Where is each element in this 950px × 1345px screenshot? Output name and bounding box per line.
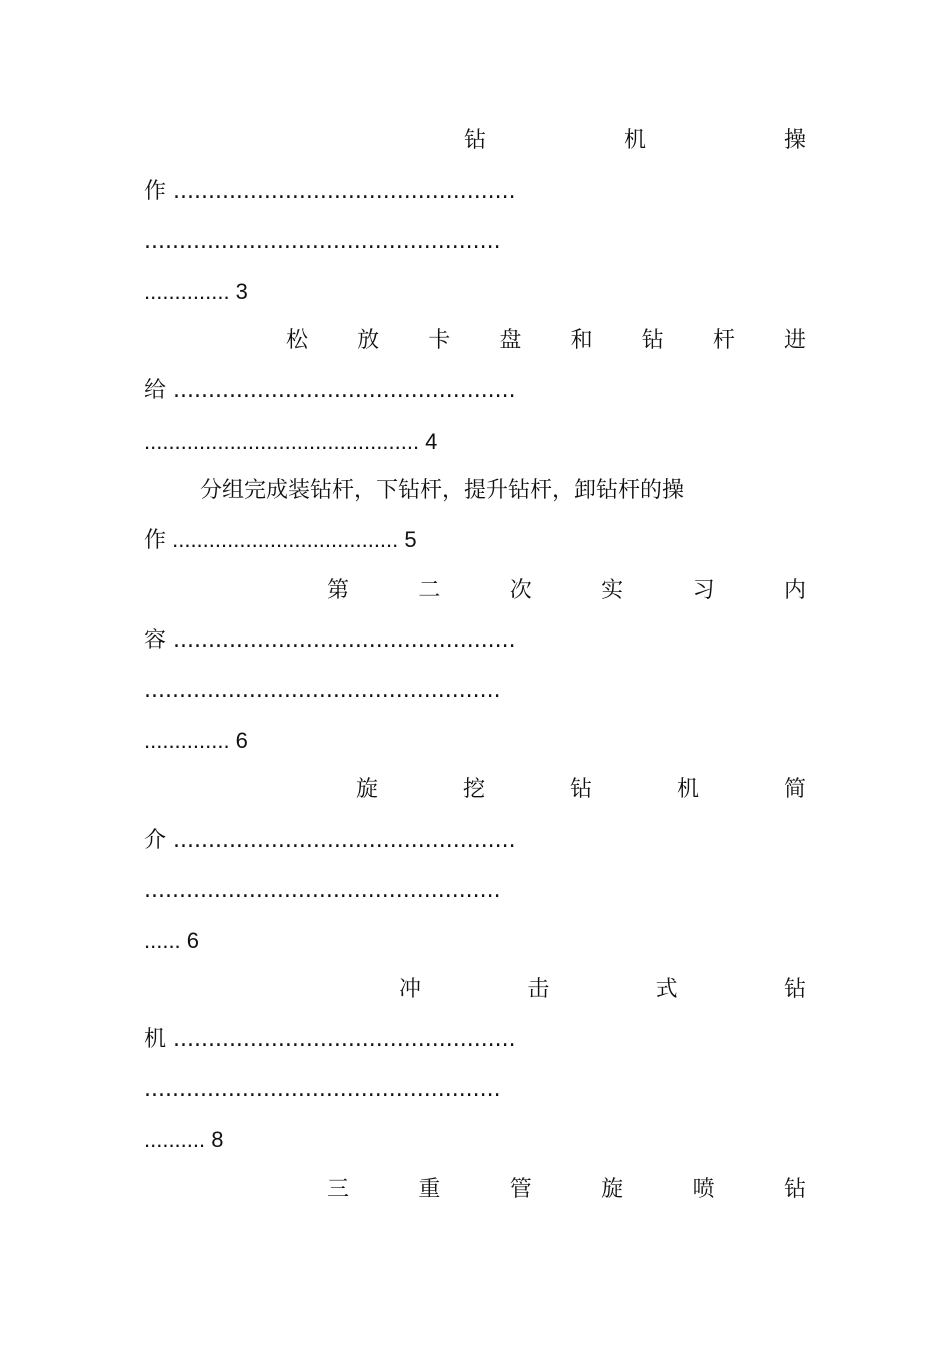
toc-entry-4-leader: [144, 626, 806, 656]
toc-char: 进: [783, 328, 806, 353]
toc-leader-text: 机 .................................................: [144, 1027, 516, 1052]
toc-char: 第: [327, 578, 350, 603]
toc-page-number: ............................................. 4: [144, 429, 438, 454]
toc-char: 和: [570, 328, 593, 353]
toc-char: 喷: [692, 1177, 715, 1202]
toc-heading-text: 分组完成装钻杆，下钻杆，提升钻杆，卸钻杆的操: [200, 478, 685, 503]
toc-page-number: .......... 8: [144, 1127, 224, 1152]
toc-page-number: ...... 6: [144, 928, 200, 953]
toc-char: 管: [509, 1177, 532, 1202]
toc-entry-3-heading: [200, 476, 760, 506]
toc-page-number: 作 ..................................... 5: [144, 527, 417, 552]
toc-char: 松: [286, 328, 309, 353]
toc-entry-6-page: [144, 1125, 806, 1155]
toc-char: 卡: [428, 328, 451, 353]
toc-page-number: .............. 6: [144, 728, 248, 753]
toc-char: 旋: [601, 1177, 624, 1202]
toc-leader-text: 介 .................................................: [144, 828, 516, 853]
toc-char: 旋: [356, 777, 379, 802]
toc-char: 操: [783, 128, 806, 153]
toc-leader-text: ...................................................: [144, 678, 501, 703]
toc-entry-4-page: [144, 726, 806, 756]
toc-leader-text: 作 .................................................: [144, 179, 516, 204]
toc-entry-7-heading: [327, 1175, 806, 1205]
toc-char: 杆: [712, 328, 735, 353]
toc-char: 实: [601, 578, 624, 603]
toc-char: 钻: [464, 128, 487, 153]
toc-leader-text: 容 .................................................: [144, 628, 516, 653]
toc-char: 钻: [783, 977, 806, 1002]
toc-entry-2-heading: [286, 326, 806, 356]
toc-char: 重: [418, 1177, 441, 1202]
toc-char: 盘: [499, 328, 522, 353]
toc-entry-5-leader: [144, 876, 806, 906]
toc-leader-text: ...................................................: [144, 229, 501, 254]
toc-entry-6-leader: [144, 1025, 806, 1055]
toc-char: 式: [655, 977, 678, 1002]
toc-char: 挖: [462, 777, 485, 802]
toc-entry-4-leader: [144, 676, 806, 706]
toc-char: 冲: [399, 977, 422, 1002]
toc-entry-2-page: [144, 427, 806, 457]
toc-entry-6-heading: [399, 975, 806, 1005]
toc-entry-5-page: [144, 926, 806, 956]
toc-entry-5-leader: [144, 826, 806, 856]
toc-char: 次: [509, 578, 532, 603]
toc-entry-1-heading: [464, 126, 806, 156]
toc-leader-text: 给 .................................................: [144, 378, 516, 403]
toc-leader-text: ...................................................: [144, 878, 501, 903]
toc-entry-4-heading: [327, 576, 806, 606]
toc-char: 击: [527, 977, 550, 1002]
toc-char: 钻: [783, 1177, 806, 1202]
toc-char: 习: [692, 578, 715, 603]
toc-char: 钻: [569, 777, 592, 802]
toc-char: 钻: [641, 328, 664, 353]
toc-char: 简: [783, 777, 806, 802]
toc-entry-2-leader: [144, 376, 806, 406]
toc-entry-6-leader: [144, 1075, 806, 1105]
toc-entry-3-page: [144, 525, 806, 555]
toc-leader-text: ...................................................: [144, 1077, 501, 1102]
toc-page-number: .............. 3: [144, 279, 248, 304]
toc-char: 三: [327, 1177, 350, 1202]
toc-char: 机: [623, 128, 646, 153]
toc-char: 放: [357, 328, 380, 353]
toc-entry-1-leader: [144, 227, 806, 257]
toc-entry-1-leader: [144, 177, 806, 207]
toc-char: 二: [418, 578, 441, 603]
toc-entry-1-page: [144, 277, 806, 307]
toc-char: 机: [676, 777, 699, 802]
toc-entry-5-heading: [356, 775, 806, 805]
toc-char: 内: [783, 578, 806, 603]
